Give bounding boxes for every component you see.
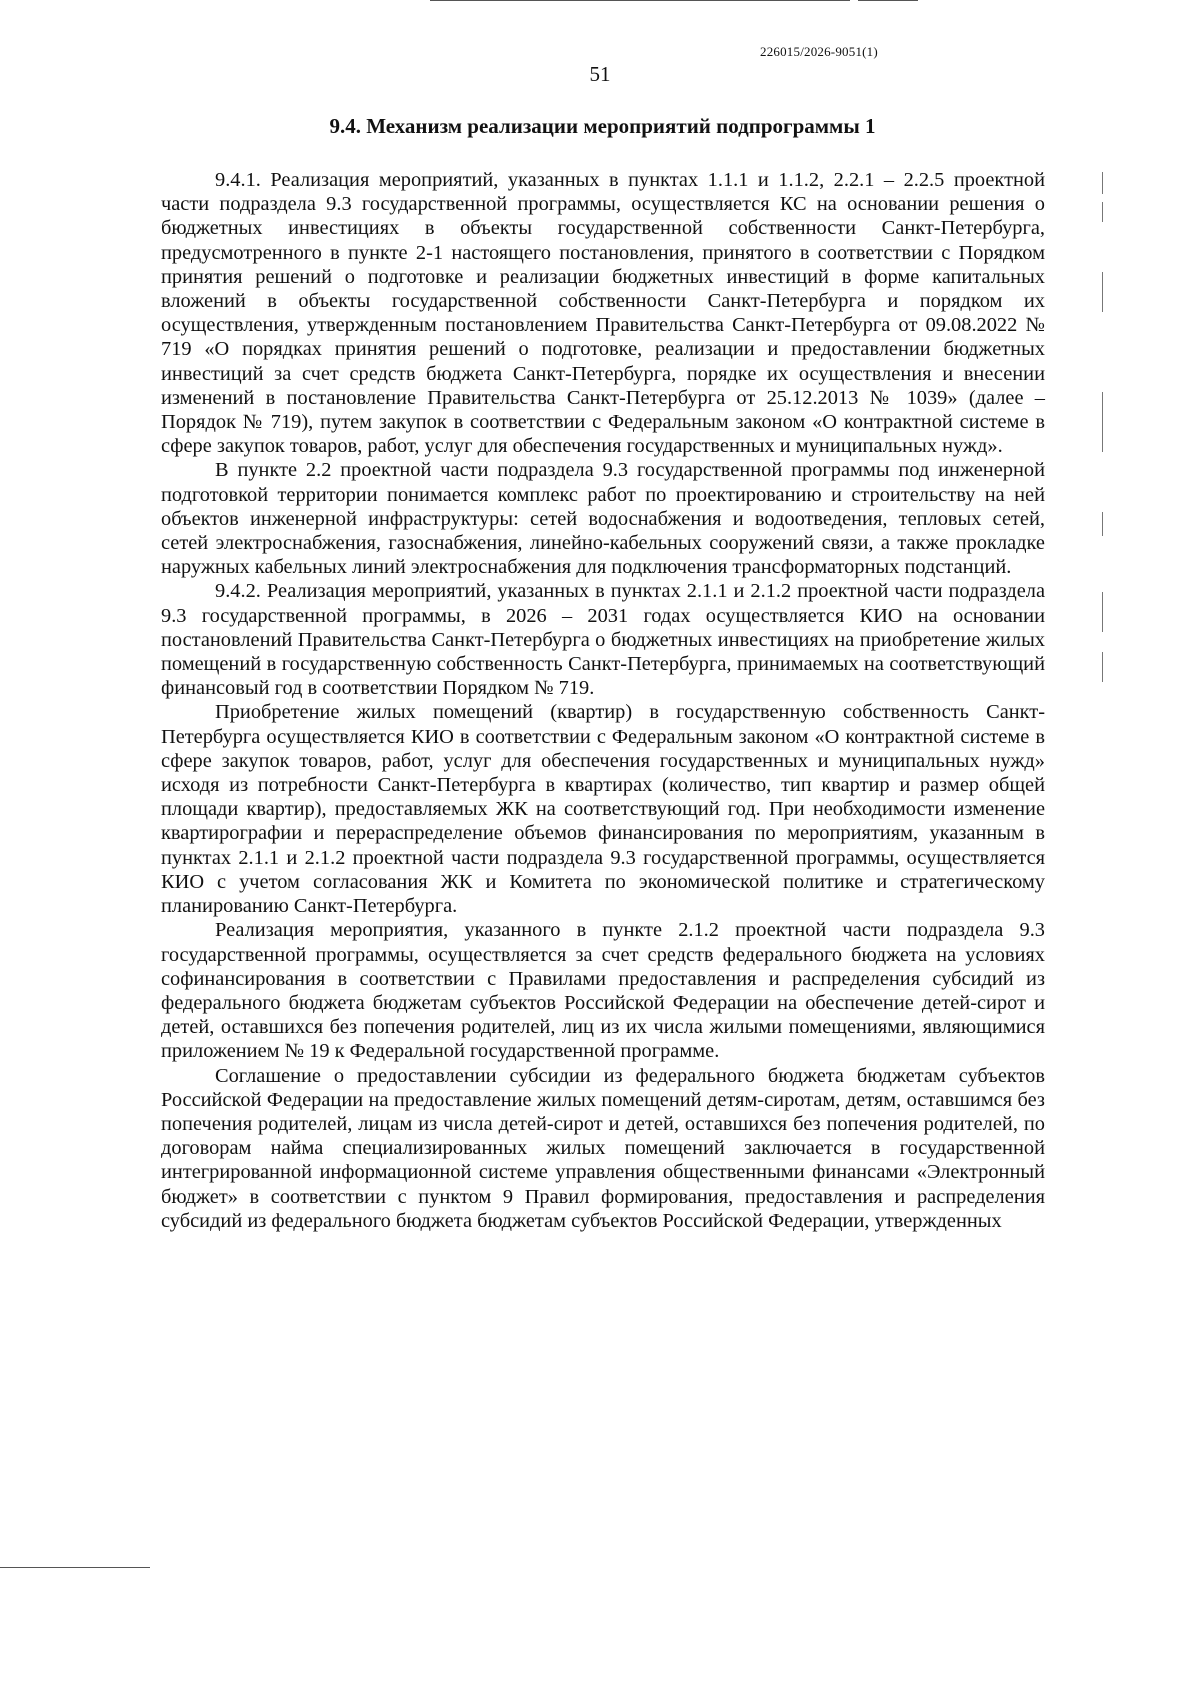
scan-mark bbox=[1102, 272, 1103, 312]
document-body bbox=[161, 168, 1045, 1233]
scan-mark bbox=[1102, 392, 1103, 452]
scan-mark bbox=[1102, 652, 1103, 682]
paragraph-engineering-preparation: В пункте 2.2 проектной части подраздела 9.3 государственной программы под инженерной подготовкой территории понимается комплекс работ по проектированию и строительству на ней объектов инженерной инфраструктуры: сетей водоснабжения и водоотведения, тепловых сетей, сетей электроснабжения, газоснабжения, линейно-кабельных сооружений связи, а также прокладке наружных кабельных линий электроснабжения для подключения трансформаторных подстанций. bbox=[161, 459, 1045, 579]
bottom-scan-line bbox=[0, 1567, 150, 1568]
paragraph-9-4-1: 9.4.1. Реализация мероприятий, указанных в пунктах 1.1.1 и 1.1.2, 2.2.1 – 2.2.5 проектной части подраздела 9.3 государственной программы, осуществляется КС на основании решения о бюджетных инвестициях в объекты государственной собственности Санкт-Петербурга, предусмотренного в пункте 2-1 настоящего постановления, принятого в соответствии с Порядком принятия решений о подготовке и реализации бюджетных инвестиций в форме капитальных вложений в объекты государственной собственности Санкт-Петербурга и порядком их осуществления, утвержденным постановлением Правительства Санкт-Петербурга от 09.08.2022 № 719 «О порядках принятия решений о подготовке, реализации и предоставлении бюджетных инвестиций за счет средств бюджета Санкт-Петербурга, порядке их осуществления и внесении изменений в постановление Правительства Санкт-Петербурга от 25.12.2013 № 1039» (далее – Порядок № 719), путем закупок в соответствии с Федеральным законом «О контрактной системе в сфере закупок товаров, работ, услуг для обеспечения государственных и муниципальных нужд». bbox=[161, 169, 1045, 458]
scan-margin-marks bbox=[1098, 172, 1112, 692]
paragraph-apartment-acquisition: Приобретение жилых помещений (квартир) в государственную собственность Санкт-Петербурга осуществляется КИО в соответствии с Федеральным законом «О контрактной системе в сфере закупок товаров, работ, услуг для обеспечения государственных и муниципальных нужд» исходя из потребности Санкт-Петербурга в квартирах (количество, тип квартир и размер общей площади квартир), предоставляемых ЖК на соответствующий год. При необходимости изменение квартирографии и перераспределение объемов финансирования по мероприятиям, указанным в пунктах 2.1.1 и 2.1.2 проектной части подраздела 9.3 государственной программы, осуществляется КИО с учетом согласования ЖК и Комитета по экономической политике и стратегическому планированию Санкт-Петербурга. bbox=[161, 701, 1045, 918]
scan-mark bbox=[1102, 592, 1103, 632]
scan-mark bbox=[1102, 202, 1103, 222]
paragraph-9-4-2: 9.4.2. Реализация мероприятий, указанных в пунктах 2.1.1 и 2.1.2 проектной части подраздела 9.3 государственной программы, в 2026 – 2031 годах осуществляется КИО на основании постановлений Правительства Санкт-Петербурга о бюджетных инвестициях на приобретение жилых помещений в государственную собственность Санкт-Петербурга, принимаемых на соответствующий финансовый год в соответствии Порядком № 719. bbox=[161, 580, 1045, 700]
paragraph-subsidy-agreement: Соглашение о предоставлении субсидии из федерального бюджета бюджетам субъектов Российской Федерации на предоставление жилых помещений детям-сиротам, детям, оставшимся без попечения родителей, лицам из числа детей-сирот и детей, оставшихся без попечения родителей, по договорам найма специализированных жилых помещений заключается в государственной интегрированной информационной системе управления общественными финансами «Электронный бюджет» в соответствии с пунктом 9 Правил формирования, предоставления и распределения субсидий из федерального бюджета бюджетам субъектов Российской Федерации, утвержденных bbox=[161, 1064, 1045, 1232]
document-registration-number: 226015/2026-9051(1) bbox=[760, 44, 878, 59]
page-number: 51 bbox=[589, 62, 611, 86]
paragraph-federal-cofinancing: Реализация мероприятия, указанного в пункте 2.1.2 проектной части подраздела 9.3 государственной программы, осуществляется за счет средств федерального бюджета на условиях софинансирования в соответствии с Правилами предоставления и распределения субсидий из федерального бюджета бюджетам субъектов Российской Федерации на обеспечение детей-сирот и детей, оставшихся без попечения родителей, лиц из их числа жилыми помещениями, являющимися приложением № 19 к Федеральной государственной программе. bbox=[161, 919, 1045, 1063]
top-scan-line-short bbox=[858, 0, 918, 1]
section-heading: 9.4. Механизм реализации мероприятий подпрограммы 1 bbox=[329, 114, 876, 138]
top-scan-line bbox=[430, 0, 850, 1]
scan-mark bbox=[1102, 172, 1103, 194]
scan-mark bbox=[1102, 512, 1103, 536]
